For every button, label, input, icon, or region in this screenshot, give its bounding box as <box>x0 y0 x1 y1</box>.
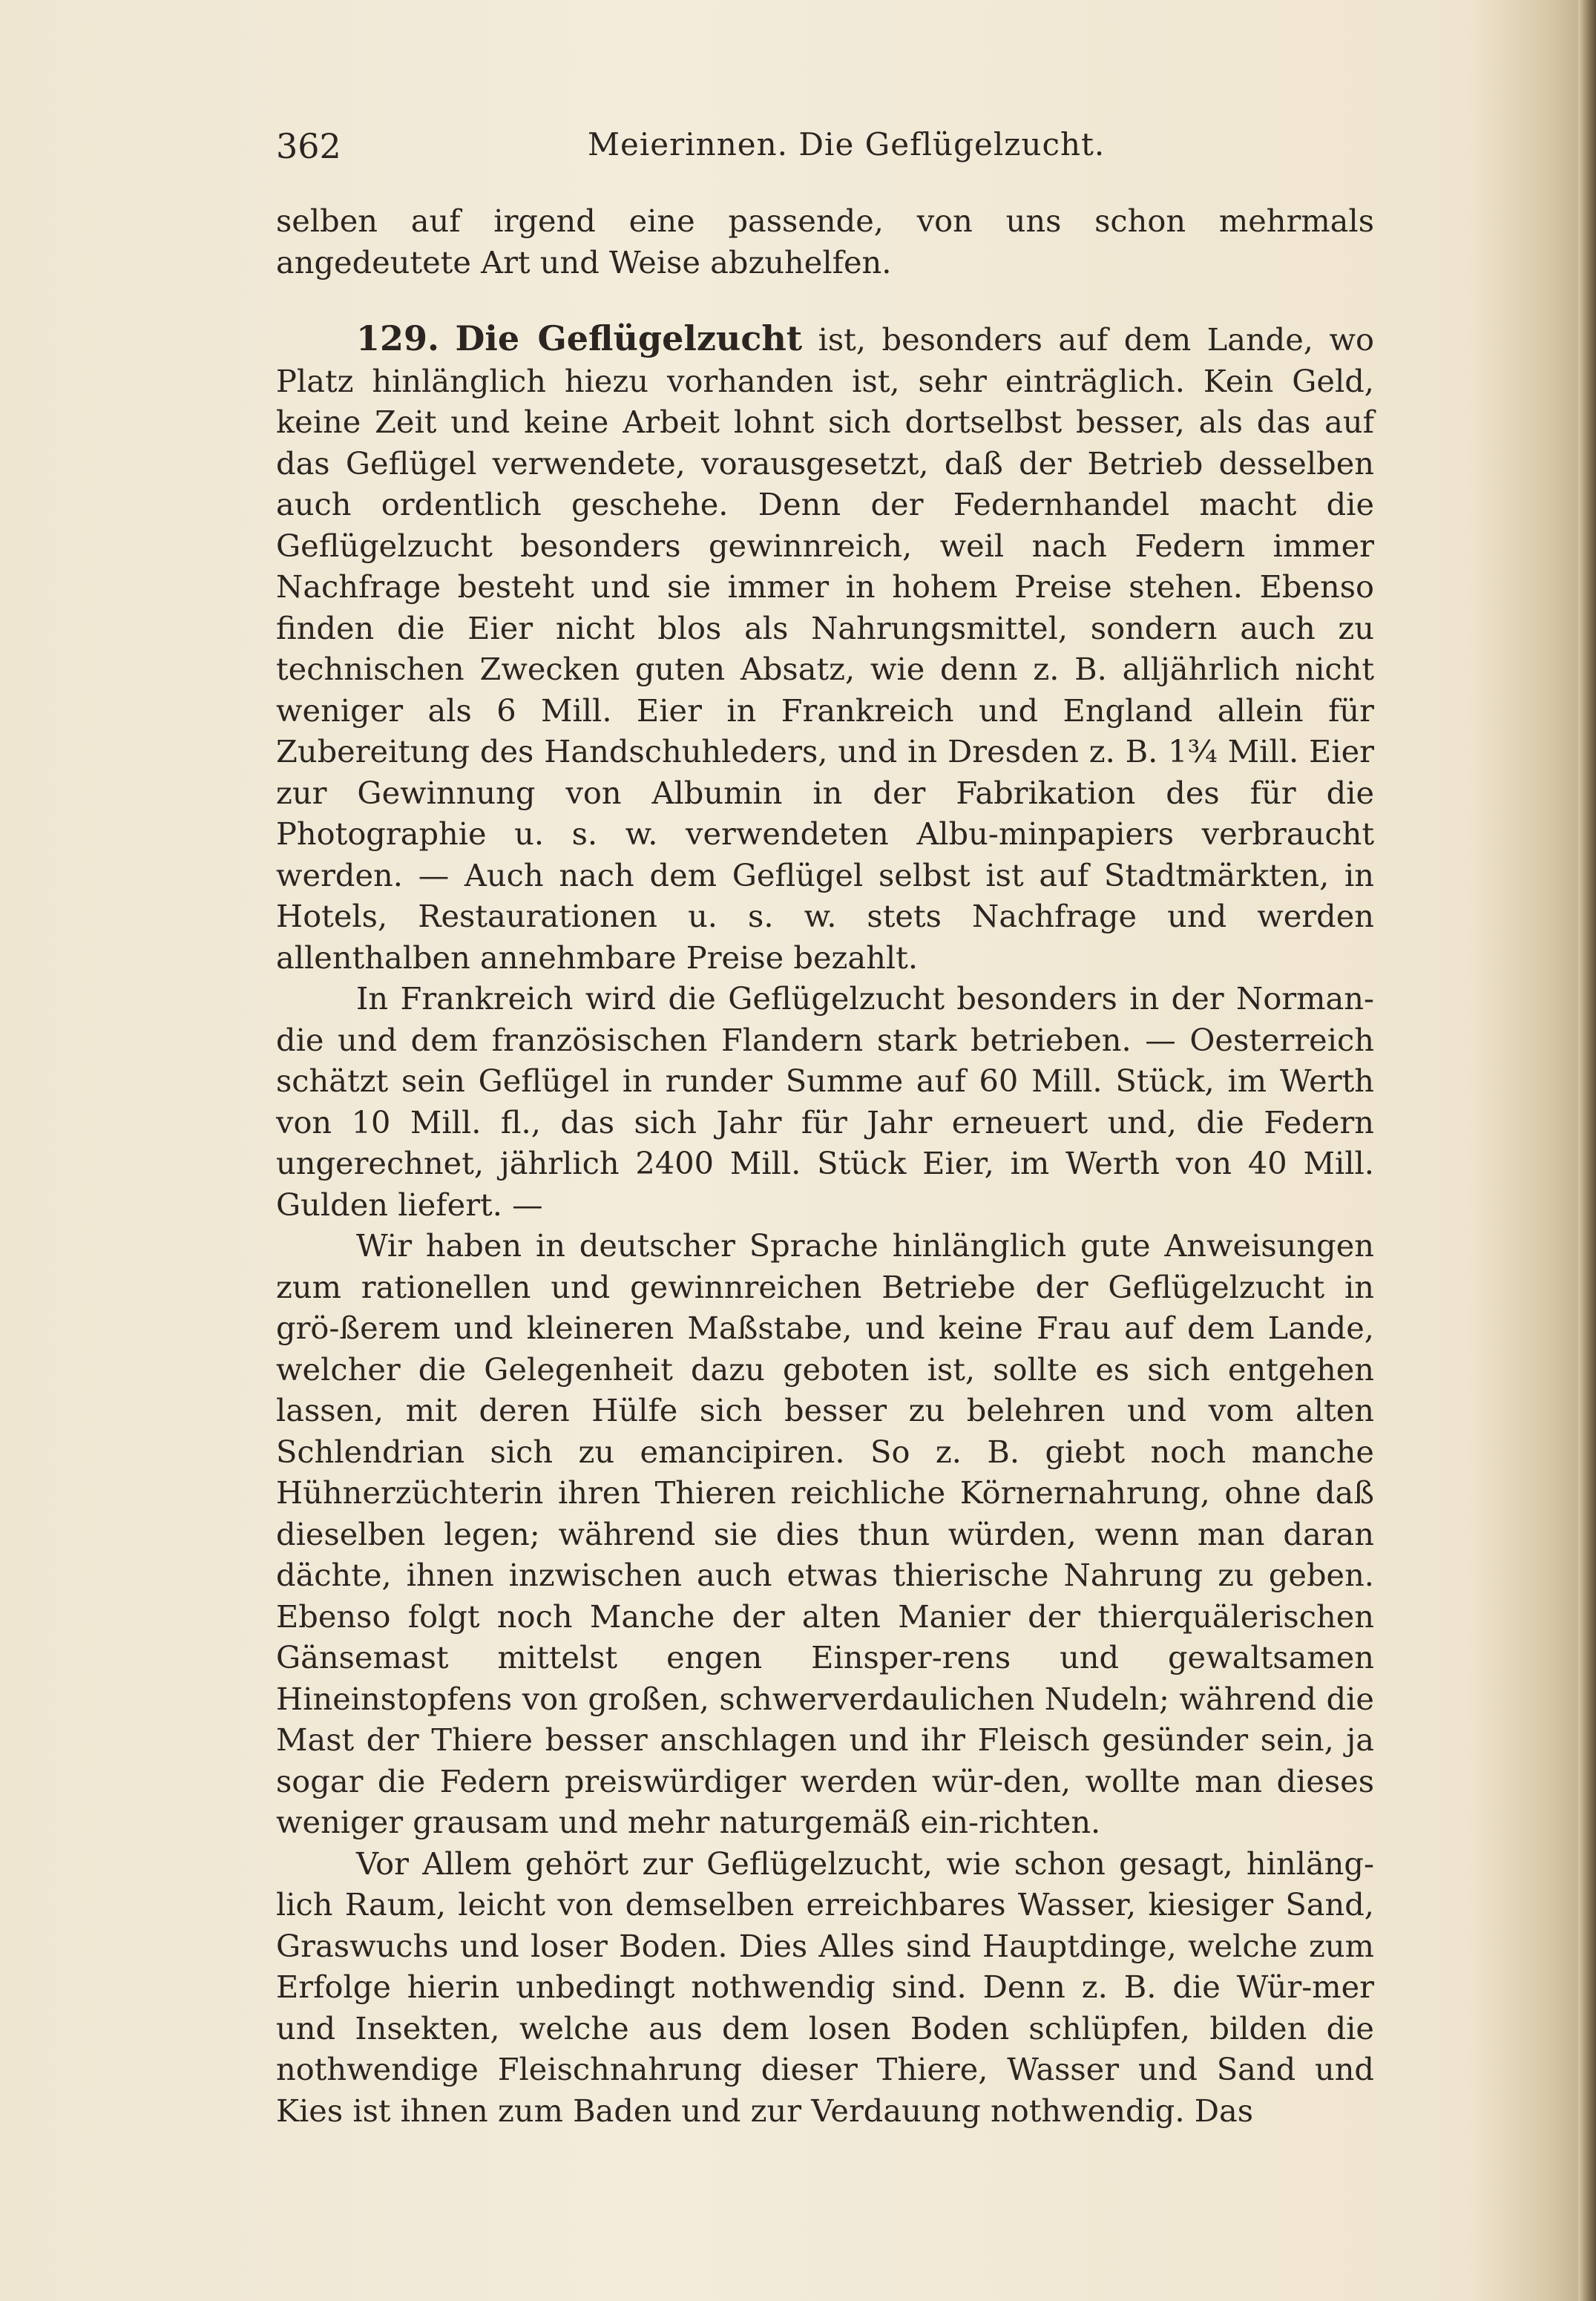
paragraph-france-austria: In Frankreich wird die Geflügelzucht besonders in der Norman-die und dem französischen Flandern stark betrieben. — Oesterreich schätzt sein Geflügel in runder Summe auf 60 Mill. Stück, im Werth von 10 Mill. fl., das sich Jahr für Jahr erneuert und, die Federn ungerechnet, jährlich 2400 Mill. Stück Eier, im Werth von 40 Mill. Gulden liefert. — <box>276 980 1374 1223</box>
paragraph-instructions: Wir haben in deutscher Sprache hinlänglich gute Anweisungen zum rationellen und gewinnreichen Betriebe der Geflügelzucht in grö-ßerem und kleineren Maßstabe, und keine Frau auf dem Lande, welcher die Gelegenheit dazu geboten ist, sollte es sich entgehen lassen, mit deren Hülfe sich besser zu belehren und vom alten Schlendrian sich zu emancipiren. So z. B. giebt noch manche Hühnerzüchterin ihren Thieren reichliche Körnernahrung, ohne daß dieselben legen; während sie dies thun würden, wenn man daran dächte, ihnen inzwischen auch etwas thierische Nahrung zu geben. Ebenso folgt noch Manche der alten Manier der thierquälerischen Gänsemast mittelst engen Einsper-rens und gewaltsamen Hineinstopfens von großen, schwerverdaulichen Nudeln; während die Mast der Thiere besser anschlagen und ihr Fleisch gesünder sein, ja sogar die Federn preiswürdiger werden wür-den, wollte man dieses weniger grausam und mehr naturgemäß ein-richten. <box>276 1227 1374 1840</box>
page-header <box>276 119 1374 178</box>
section-title: Die Geflügelzucht <box>455 318 803 358</box>
paragraph-continuation: selben auf irgend eine passende, von uns schon mehrmals angedeutete Art und Weise abzuhelfen. <box>276 203 1374 280</box>
section-number: 129. <box>356 318 440 358</box>
section-paragraph <box>276 318 1374 978</box>
book-edge <box>1578 0 1596 2301</box>
page-number: 362 <box>276 126 341 166</box>
book-page <box>276 119 1374 2131</box>
paragraph-requirements: Vor Allem gehört zur Geflügelzucht, wie schon gesagt, hinläng-lich Raum, leicht von demselben erreichbares Wasser, kiesiger Sand, Graswuchs und loser Boden. Dies Alles sind Hauptdinge, welche zum Erfolge hierin unbedingt nothwendig sind. Denn z. B. die Wür-mer und Insekten, welche aus dem losen Boden schlüpfen, bilden die nothwendige Fleischnahrung dieser Thiere, Wasser und Sand und Kies ist ihnen zum Baden und zur Verdauung nothwendig. Das <box>276 1845 1374 2129</box>
body-text <box>276 200 1374 2131</box>
running-head: Meierinnen. Die Geflügelzucht. <box>588 126 1106 163</box>
section-body: ist, besonders auf dem Lande, wo Platz hinlänglich hiezu vorhanden ist, sehr einträglich. Kein Geld, keine Zeit und keine Arbeit lohnt sich dortselbst besser, als das auf das Geflügel verwendete, vorausgesetzt, daß der Betrieb desselben auch ordentlich geschehe. Denn der Federnhandel macht die Geflügelzucht besonders gewinnreich, weil nach Federn immer Nachfrage besteht und sie immer in hohem Preise stehen. Ebenso finden die Eier nicht blos als Nahrungsmittel, sondern auch zu technischen Zwecken guten Absatz, wie denn z. B. alljährlich nicht weniger als 6 Mill. Eier in Frankreich und England allein für Zubereitung des Handschuhleders, und in Dresden z. B. 1¾ Mill. Eier zur Gewinnung von Albumin in der Fabrikation des für die Photographie u. s. w. verwendeten Albu-minpapiers verbraucht werden. — Auch nach dem Geflügel selbst ist auf Stadtmärkten, in Hotels, Restaurationen u. s. w. stets Nachfrage und werden allenthalben annehmbare Preise bezahlt. <box>276 321 1374 976</box>
